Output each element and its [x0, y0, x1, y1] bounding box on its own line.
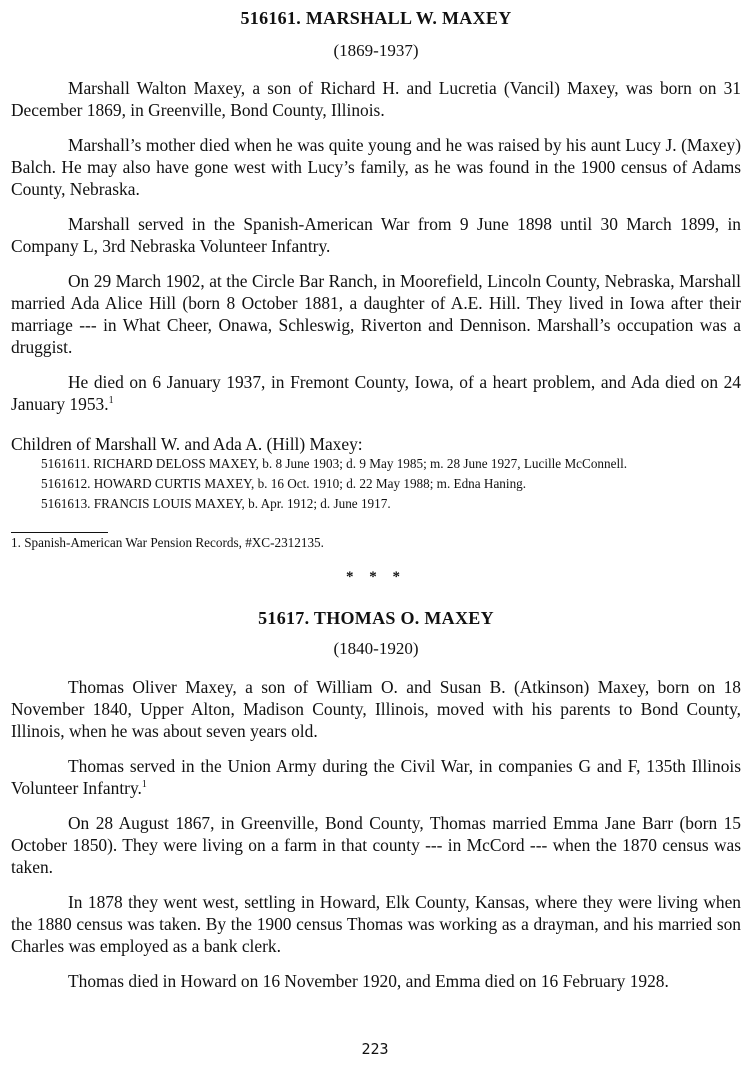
- paragraph: Thomas Oliver Maxey, a son of William O. and Susan B. (Atkinson) Maxey, born on 18 November 1840, Upper Alton, Madison County, Illinois, moved with his parents to Bond County, Illinois, when he was about seven years old.: [11, 677, 741, 741]
- paragraph: Marshall Walton Maxey, a son of Richard H. and Lucretia (Vancil) Maxey, was born on 31 December 1869, in Greenville, Bond County, Illinois.: [11, 78, 741, 120]
- children-list: [11, 456, 741, 512]
- paragraph-text: Thomas served in the Union Army during the Civil War, in companies G and F, 135th Illinois Volunteer Infantry.: [11, 756, 741, 798]
- paragraph: Marshall’s mother died when he was quite young and he was raised by his aunt Lucy J. (Maxey) Balch. He may also have gone west with Lucy’s family, as he was found in the 1900 census of Adams County, Nebraska.: [11, 135, 741, 199]
- paragraph-text: He died on 6 January 1937, in Fremont County, Iowa, of a heart problem, and Ada died on 24 January 1953.: [11, 372, 741, 414]
- paragraph: On 28 August 1867, in Greenville, Bond County, Thomas married Emma Jane Barr (born 15 October 1850). They were living on a farm in that county --- in McCord --- when the 1870 census was taken.: [11, 813, 741, 877]
- list-item: 5161613. FRANCIS LOUIS MAXEY, b. Apr. 1912; d. June 1917.: [41, 496, 391, 511]
- section-heading-thomas: 51617. THOMAS O. MAXEY: [258, 608, 494, 628]
- list-item: 5161612. HOWARD CURTIS MAXEY, b. 16 Oct. 1910; d. 22 May 1988; m. Edna Haning.: [41, 476, 527, 491]
- footnote-mark: 1: [141, 779, 147, 791]
- section-separator: * * *: [346, 569, 406, 585]
- paragraph: In 1878 they went west, settling in Howard, Elk County, Kansas, where they were living when the 1880 census was taken. By the 1900 census Thomas was working as a drayman, and his married son Charles was employed as a bank clerk.: [11, 892, 741, 956]
- document-page: [11, 0, 741, 992]
- paragraph: On 29 March 1902, at the Circle Bar Ranch, in Moorefield, Lincoln County, Nebraska, Marshall married Ada Alice Hill (born 8 October 1881, a daughter of A.E. Hill. They lived in Iowa after their marriage --- in What Cheer, Onawa, Schleswig, Riverton and Dennison. Marshall’s occupation was a druggist.: [11, 271, 741, 357]
- paragraph-with-footnote: [11, 371, 741, 415]
- footnote-divider: [11, 532, 108, 533]
- children-intro: Children of Marshall W. and Ada A. (Hill) Maxey:: [11, 434, 363, 454]
- section-heading-marshall: 516161. MARSHALL W. MAXEY: [240, 8, 512, 28]
- section-years-marshall: (1869-1937): [333, 41, 419, 60]
- page-number: 223: [361, 1040, 389, 1058]
- paragraph: Marshall served in the Spanish-American War from 9 June 1898 until 30 March 1899, in Company L, 3rd Nebraska Volunteer Infantry.: [11, 214, 741, 256]
- list-item: 5161611. RICHARD DELOSS MAXEY, b. 8 June 1903; d. 9 May 1985; m. 28 June 1927, Lucille McConnell.: [41, 456, 628, 471]
- footnote: 1. Spanish-American War Pension Records, #XC-2312135.: [11, 535, 324, 550]
- paragraph: Thomas died in Howard on 16 November 1920, and Emma died on 16 February 1928.: [68, 971, 669, 991]
- paragraph-with-footnote: [11, 755, 741, 799]
- section-years-thomas: (1840-1920): [333, 639, 419, 658]
- footnote-mark: 1: [108, 395, 114, 407]
